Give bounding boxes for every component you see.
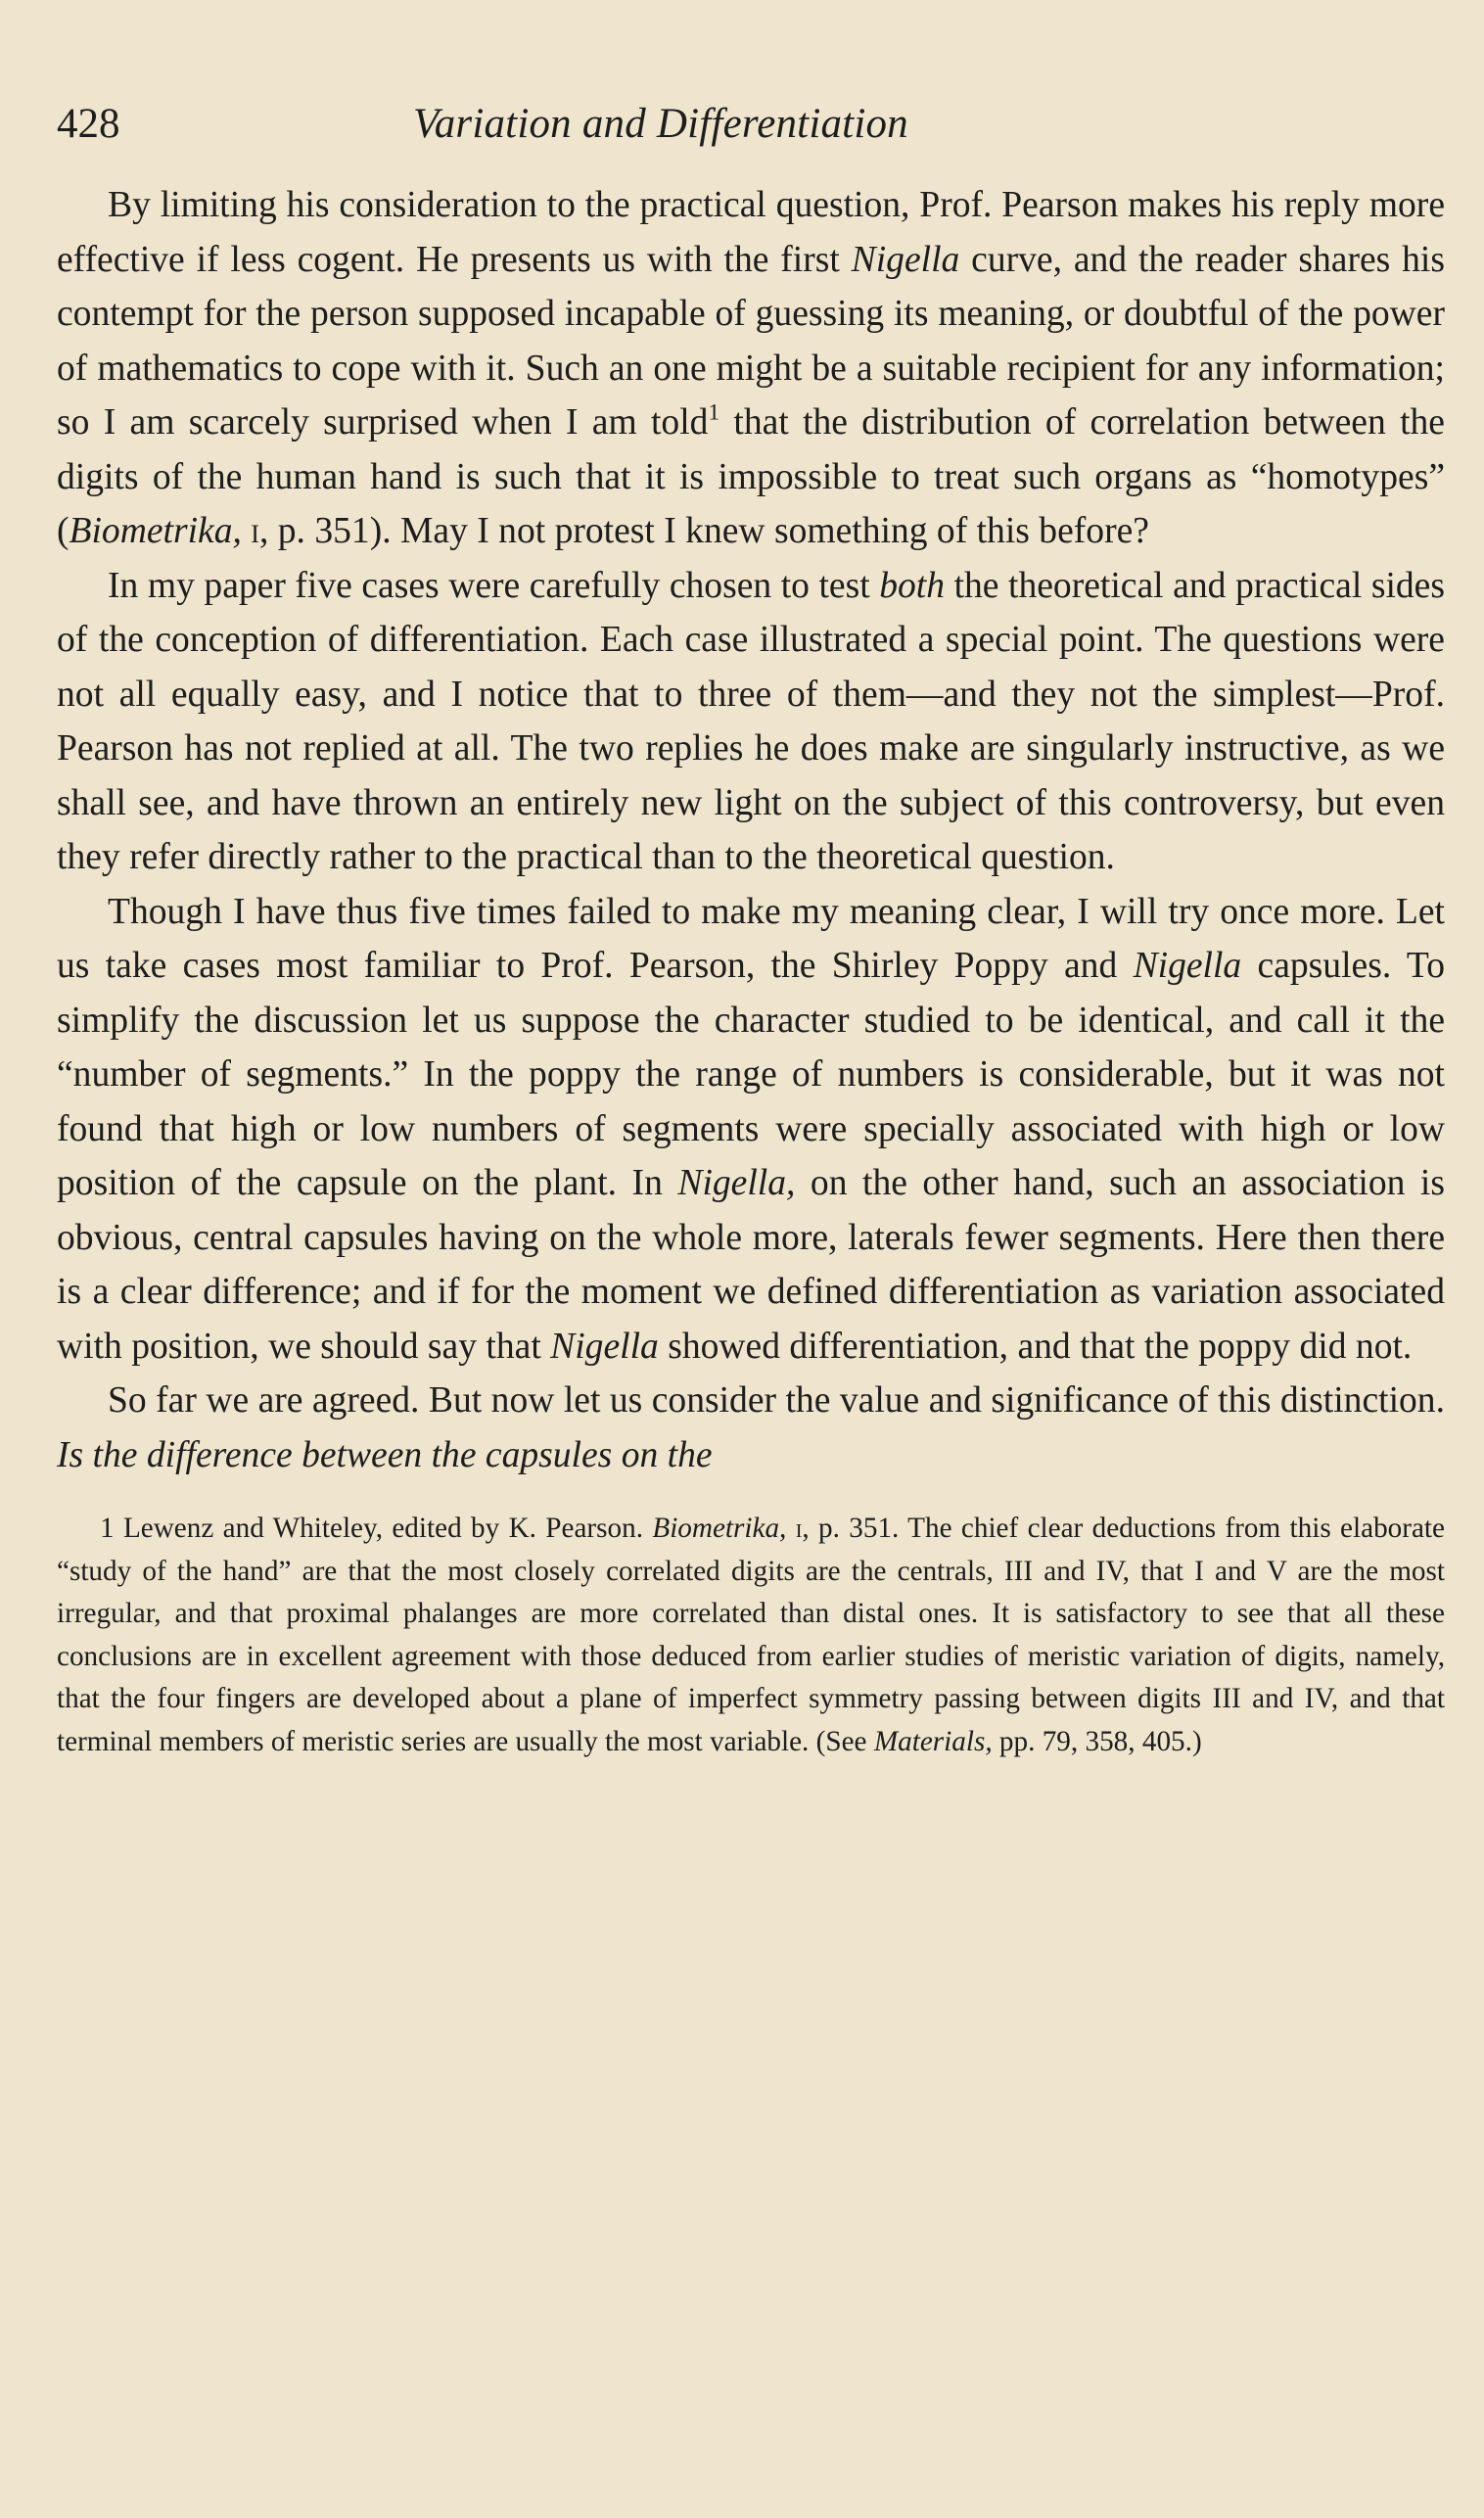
running-head xyxy=(57,90,1445,159)
italic-term: Nigella xyxy=(550,1326,659,1367)
italic-question: Is the difference between the capsules on the xyxy=(57,1434,713,1475)
italic-term: Nigella xyxy=(1133,946,1242,986)
text-run: By limiting his consideration to the practical question, Prof. Pearson makes his reply more effective if less cogent. He presents us with the first xyxy=(57,185,1445,280)
body-text xyxy=(57,178,1445,1482)
text-run: showed differentiation, and that the poppy did not. xyxy=(658,1326,1413,1367)
italic-emphasis: both xyxy=(879,565,946,606)
text-run: capsules. To simplify the discussion let us suppose the character studied to be identical, and call it the “number of segments.” In the poppy the range of numbers is considerable, but it was not found that high or low numbers of segments were specially associated with high or low position of the capsule on the plant. In xyxy=(57,946,1445,1203)
italic-citation: Materials, xyxy=(873,1725,993,1757)
volume-numeral: i xyxy=(786,1513,803,1544)
text-run: In my paper five cases were carefully chosen to test xyxy=(108,565,880,606)
page-number: 428 xyxy=(57,101,120,147)
text-run: pp. 79, 358, 405.) xyxy=(992,1725,1202,1757)
paragraph-4 xyxy=(57,1374,1445,1482)
text-run: curve, and the reader shares his contempt for the person supposed incapable of guessing its meaning, or doubtful of the power of mathematics to cope with it. Such an one might be a suitable recipient for any information; so I am scarcely surprised when I am told xyxy=(57,239,1445,443)
volume-numeral: i xyxy=(241,511,259,551)
paragraph-2 xyxy=(57,559,1445,885)
paragraph-3 xyxy=(57,885,1445,1375)
footnote-marker: 1 xyxy=(100,1513,115,1544)
text-run: the theoretical and practical sides of the conception of differentiation. Each case illustrated a special point. The questions were not all equally easy, and I notice that to three of them—and they not the simplest—Prof. Pearson has not replied at all. The two replies he does make are singularly instructive, as we shall see, and have thrown an entirely new light on the subject of this controversy, but even they refer directly rather to the practical than to the theoretical question. xyxy=(57,565,1445,877)
italic-term: Nigella, xyxy=(677,1163,796,1203)
text-run: on the other hand, such an association is obvious, central capsules having on the whole more, laterals fewer segments. Here then there is a clear difference; and if for the moment we defined differentiation as variation associated with position, we should say that xyxy=(57,1163,1445,1367)
italic-citation: Biometrika, xyxy=(652,1513,787,1544)
text-run: Though I have thus five times failed to make my meaning clear, I will try once more. Let us take cases most familiar to Prof. Pearson, the Shirley Poppy and xyxy=(57,891,1445,986)
text-run: , p. 351). May I not protest I knew something of this before? xyxy=(258,511,1149,551)
text-run: that the distribution of correlation between the digits of the human hand is such that it is impossible to treat such organs as “homotypes” ( xyxy=(57,402,1445,551)
running-title: Variation and Differentiation xyxy=(413,101,908,147)
italic-citation: Biometrika, xyxy=(69,511,242,551)
text-run: , p. 351. The chief clear deductions from this elaborate “study of the hand” are that the most closely correlated digits are the centrals, III and IV, that I and V are the most irregular, and that proximal phalanges are more correlated than distal ones. It is satisfactory to see that all these conclusions are in excellent agreement with those deduced from earlier studies of meristic variation of digits, namely, that the four fingers are developed about a plane of imperfect symmetry passing between digits III and IV, and that terminal members of meristic series are usually the most variable. (See xyxy=(57,1513,1445,1757)
text-run: Lewenz and Whiteley, edited by K. Pearson. xyxy=(114,1513,653,1544)
italic-term: Nigella xyxy=(851,239,960,280)
footnote xyxy=(57,1508,1445,1763)
paragraph-1 xyxy=(57,178,1445,559)
footnote-1 xyxy=(57,1508,1445,1763)
text-run: So far we are agreed. But now let us consider the value and significance of this distinction. xyxy=(108,1380,1445,1421)
footnote-reference: 1 xyxy=(708,399,720,426)
